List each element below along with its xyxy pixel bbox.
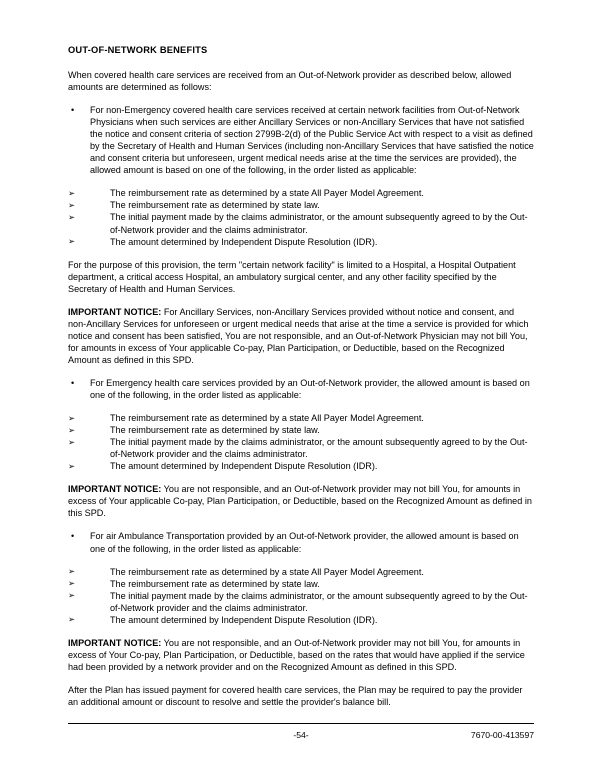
spacer — [68, 626, 534, 637]
arrow-marker-icon: ➢ — [68, 566, 76, 577]
sub-item — [68, 211, 534, 235]
arrow-marker-icon: ➢ — [68, 436, 76, 447]
important-notice-2 — [68, 483, 534, 519]
emergency-sub-list — [68, 412, 534, 472]
sub-item-text: The amount determined by Independent Dispute Resolution (IDR). — [110, 461, 378, 472]
bullet-marker-icon: • — [71, 531, 75, 542]
page-footer — [68, 729, 534, 743]
document-body — [68, 44, 534, 719]
bullet-text: For Emergency health care services provided by an Out-of-Network provider, the allowed amount is based on one of the following, in the order listed as applicable: — [90, 377, 530, 401]
bullet-marker-icon: • — [71, 105, 75, 116]
sub-item — [68, 424, 534, 436]
footer-divider — [68, 723, 534, 724]
bullet-item-air-ambulance — [68, 530, 534, 554]
notice-text: You are not responsible, and an Out-of-Network provider may not bill You, for amounts in excess of Your Co-pay, Plan Participation, or Deductible, based on the rates that would have applied if the service had been provided by a network provider and on the Recognized Amount as defined in this SPD. — [68, 637, 525, 672]
notice-label: IMPORTANT NOTICE: — [68, 484, 162, 495]
arrow-marker-icon: ➢ — [68, 187, 76, 198]
bullet-item-emergency — [68, 377, 534, 401]
sub-item — [68, 412, 534, 424]
arrow-marker-icon: ➢ — [68, 199, 76, 210]
emergency-bullet-list — [68, 377, 534, 401]
facility-definition-paragraph: For the purpose of this provision, the term "certain network facility" is limited to a Hospital, a Hospital Outpatient department, a critical access Hospital, an ambulatory surgical center, and any other facility specified by the Secretary of Health and Human Services. — [68, 259, 516, 294]
sub-item-text: The amount determined by Independent Dispute Resolution (IDR). — [110, 236, 378, 247]
air-ambulance-sub-list — [68, 566, 534, 626]
sub-item-text: The reimbursement rate as determined by a state All Payer Model Agreement. — [110, 188, 424, 199]
important-notice-1 — [68, 306, 534, 366]
bullet-text: For non-Emergency covered health care services received at certain network facilities from Out-of-Network Physicians when such services are either Ancillary Services or non-Ancillary Services that have not satisfied the notice and consent criteria of section 2799B-2(d) of the Public Service Act with respect to a visit as defined by the Secretary of Health and Human Services (including non-Ancillary Services that have satisfied the notice and consent criteria but unforeseen, urgent medical needs arise at the time the services are provided), the allowed amount is based on one of the following, in the order listed as applicable: — [90, 105, 534, 176]
non-emergency-bullet-list — [68, 104, 534, 176]
sub-item — [68, 187, 534, 199]
notice-label: IMPORTANT NOTICE: — [68, 637, 162, 648]
sub-item-text: The initial payment made by the claims administrator, or the amount subsequently agreed to by the Out-of-Network provider and the claims administrator. — [110, 437, 528, 460]
arrow-marker-icon: ➢ — [68, 590, 76, 601]
intro-paragraph: When covered health care services are received from an Out-of-Network provider as described below, allowed amounts are determined as follows: — [68, 70, 512, 93]
bullet-item-non-emergency — [68, 104, 534, 176]
sub-item — [68, 236, 534, 248]
page-number: -54- — [293, 730, 309, 740]
bullet-text: For air Ambulance Transportation provided by an Out-of-Network provider, the allowed amount is based on one of the following, in the order listed as applicable: — [90, 531, 519, 554]
sub-item-text: The reimbursement rate as determined by state law. — [110, 578, 320, 589]
arrow-marker-icon: ➢ — [68, 412, 76, 423]
sub-item-text: The reimbursement rate as determined by state law. — [110, 425, 320, 436]
spacer — [68, 472, 534, 483]
sub-item — [68, 436, 534, 460]
sub-item — [68, 578, 534, 590]
notice-text: You are not responsible, and an Out-of-Network provider may not bill You, for amounts in excess of Your applicable Co-pay, Plan Participation, or Deductible, based on the Recognized Amount as defined in this SPD. — [68, 484, 532, 519]
arrow-marker-icon: ➢ — [68, 424, 76, 435]
arrow-marker-icon: ➢ — [68, 236, 76, 247]
arrow-marker-icon: ➢ — [68, 614, 76, 625]
sub-item-text: The initial payment made by the claims administrator, or the amount subsequently agreed to by the Out-of-Network provider and the claims administrator. — [110, 590, 528, 613]
sub-item — [68, 590, 534, 614]
arrow-marker-icon: ➢ — [68, 211, 76, 222]
sub-item-text: The initial payment made by the claims administrator, or the amount subsequently agreed to by the Out-of-Network provider and the claims administrator. — [110, 212, 528, 235]
sub-item — [68, 460, 534, 472]
air-ambulance-bullet-list — [68, 530, 534, 554]
sub-item — [68, 566, 534, 578]
important-notice-3 — [68, 637, 534, 673]
spacer — [68, 248, 534, 259]
sub-item-text: The reimbursement rate as determined by a state All Payer Model Agreement. — [110, 566, 424, 577]
sub-item-text: The reimbursement rate as determined by a state All Payer Model Agreement. — [110, 413, 424, 424]
bullet-marker-icon: • — [71, 377, 75, 388]
sub-item — [68, 614, 534, 626]
non-emergency-sub-list — [68, 187, 534, 247]
sub-item-text: The reimbursement rate as determined by state law. — [110, 200, 320, 211]
arrow-marker-icon: ➢ — [68, 460, 76, 471]
notice-text: For Ancillary Services, non-Ancillary Services provided without notice and consent, and non-Ancillary Services for unforeseen or urgent medical needs that arise at the time a service is provided for which notice and consent has been satisfied, You are not responsible, and an Out-of-Network Physician may not bill You, for amounts in excess of Your applicable Co-pay, Plan Participation, or Deductible, based on the Recognized Amount as defined in this SPD. — [68, 306, 529, 365]
closing-paragraph: After the Plan has issued payment for covered health care services, the Plan may be required to pay the provider an additional amount or discount to resolve and settle the provider's balance bill. — [68, 684, 523, 707]
document-code: 7670-00-413597 — [470, 730, 534, 740]
sub-item — [68, 199, 534, 211]
page-title: OUT-OF-NETWORK BENEFITS — [68, 45, 208, 55]
arrow-marker-icon: ➢ — [68, 578, 76, 589]
sub-item-text: The amount determined by Independent Dispute Resolution (IDR). — [110, 614, 378, 625]
notice-label: IMPORTANT NOTICE: — [68, 306, 162, 317]
